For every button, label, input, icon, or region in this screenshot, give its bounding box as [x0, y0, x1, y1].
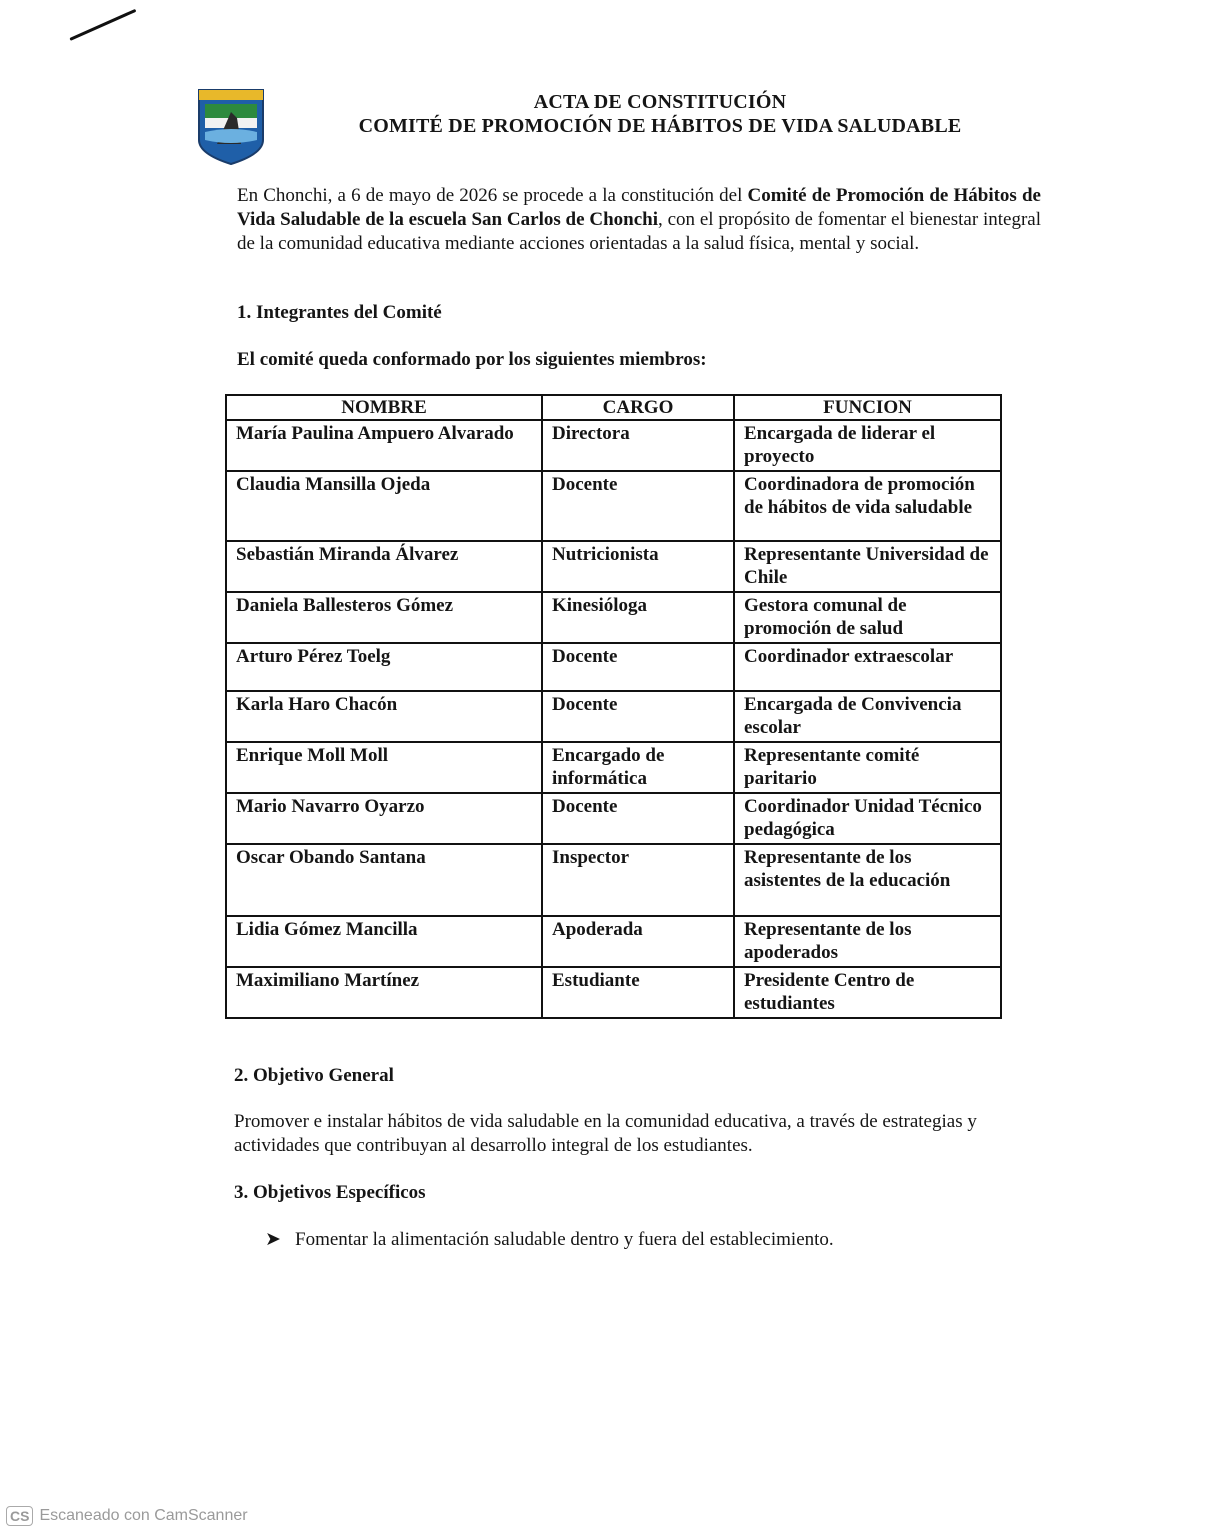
- cell-nombre: Daniela Ballesteros Gómez: [226, 592, 542, 643]
- cell-cargo: Docente: [542, 691, 734, 742]
- cell-funcion: Encargada de liderar el proyecto: [734, 420, 1001, 471]
- table-row: [226, 420, 1001, 471]
- cell-cargo: Directora: [542, 420, 734, 471]
- cell-cargo: Docente: [542, 471, 734, 541]
- cell-cargo: Kinesióloga: [542, 592, 734, 643]
- general-objective-text: Promover e instalar hábitos de vida saludable en la comunidad educativa, a través de estrategias y actividades que contribuyan al desarrollo integral de los estudiantes.: [234, 1111, 977, 1156]
- section-2-heading: 2. Objetivo General: [234, 1065, 394, 1086]
- table-row: [226, 916, 1001, 967]
- title-line-2: COMITÉ DE PROMOCIÓN DE HÁBITOS DE VIDA SALUDABLE: [358, 115, 962, 137]
- scanner-watermark: [6, 1506, 248, 1526]
- cell-cargo: Encargado de informática: [542, 742, 734, 793]
- cell-nombre: Mario Navarro Oyarzo: [226, 793, 542, 844]
- specific-objective-1: Fomentar la alimentación saludable dentro y fuera del establecimiento.: [295, 1229, 834, 1250]
- cell-nombre: María Paulina Ampuero Alvarado: [226, 420, 542, 471]
- school-crest-icon: [197, 88, 265, 166]
- table-row: [226, 967, 1001, 1018]
- cell-nombre: Sebastián Miranda Álvarez: [226, 541, 542, 592]
- intro-text-start: En Chonchi, a 6 de mayo de 2026 se procede a la constitución del: [237, 185, 748, 206]
- cell-cargo: Docente: [542, 643, 734, 691]
- intro-paragraph: [237, 184, 1041, 256]
- list-item: [265, 1228, 834, 1252]
- cell-funcion: Presidente Centro de estudiantes: [734, 967, 1001, 1018]
- cell-cargo: Estudiante: [542, 967, 734, 1018]
- table-row: [226, 793, 1001, 844]
- column-header-funcion: FUNCION: [734, 395, 1001, 420]
- cell-cargo: Nutricionista: [542, 541, 734, 592]
- cell-nombre: Lidia Gómez Mancilla: [226, 916, 542, 967]
- cell-cargo: Apoderada: [542, 916, 734, 967]
- table-row: [226, 643, 1001, 691]
- intro-committee-name: Comité de Promoción de Hábitos de Vida Saludable de la escuela San Carlos de Chonchi: [237, 185, 1041, 230]
- title-line-1: ACTA DE CONSTITUCIÓN: [533, 91, 787, 113]
- column-header-nombre: NOMBRE: [226, 395, 542, 420]
- cell-funcion: Coordinador extraescolar: [734, 643, 1001, 691]
- cell-funcion: Representante de los asistentes de la educación: [734, 844, 1001, 916]
- cell-nombre: Claudia Mansilla Ojeda: [226, 471, 542, 541]
- table-row: [226, 844, 1001, 916]
- cell-cargo: Inspector: [542, 844, 734, 916]
- table-row: [226, 541, 1001, 592]
- column-header-cargo: CARGO: [542, 395, 734, 420]
- scanner-watermark-text: Escaneado con CamScanner: [39, 1507, 248, 1524]
- arrowhead-bullet-icon: ➤: [265, 1229, 281, 1250]
- section-3-heading: 3. Objetivos Específicos: [234, 1182, 426, 1203]
- table-row: [226, 471, 1001, 541]
- members-table: [225, 394, 1002, 1019]
- cell-funcion: Representante Universidad de Chile: [734, 541, 1001, 592]
- camscanner-logo: CS: [6, 1506, 33, 1526]
- table-header-row: [226, 395, 1001, 420]
- section-1-heading: 1. Integrantes del Comité: [237, 302, 442, 323]
- cell-funcion: Gestora comunal de promoción de salud: [734, 592, 1001, 643]
- table-row: [226, 742, 1001, 793]
- cell-funcion: Representante comité paritario: [734, 742, 1001, 793]
- intro-text-end: , con el propósito de fomentar el bienestar integral de la comunidad educativa mediante acciones orientadas a la salud física, mental y social.: [237, 209, 1041, 254]
- document-title: [300, 90, 1020, 138]
- cell-funcion: Coordinador Unidad Técnico pedagógica: [734, 793, 1001, 844]
- cell-funcion: Encargada de Convivencia escolar: [734, 691, 1001, 742]
- table-row: [226, 691, 1001, 742]
- cell-nombre: Maximiliano Martínez: [226, 967, 542, 1018]
- table-row: [226, 592, 1001, 643]
- cell-nombre: Enrique Moll Moll: [226, 742, 542, 793]
- cell-cargo: Docente: [542, 793, 734, 844]
- cell-nombre: Karla Haro Chacón: [226, 691, 542, 742]
- pen-mark: [69, 9, 136, 41]
- cell-funcion: Representante de los apoderados: [734, 916, 1001, 967]
- cell-funcion: Coordinadora de promoción de hábitos de vida saludable: [734, 471, 1001, 541]
- members-lead: El comité queda conformado por los siguientes miembros:: [237, 349, 707, 370]
- cell-nombre: Arturo Pérez Toelg: [226, 643, 542, 691]
- cell-nombre: Oscar Obando Santana: [226, 844, 542, 916]
